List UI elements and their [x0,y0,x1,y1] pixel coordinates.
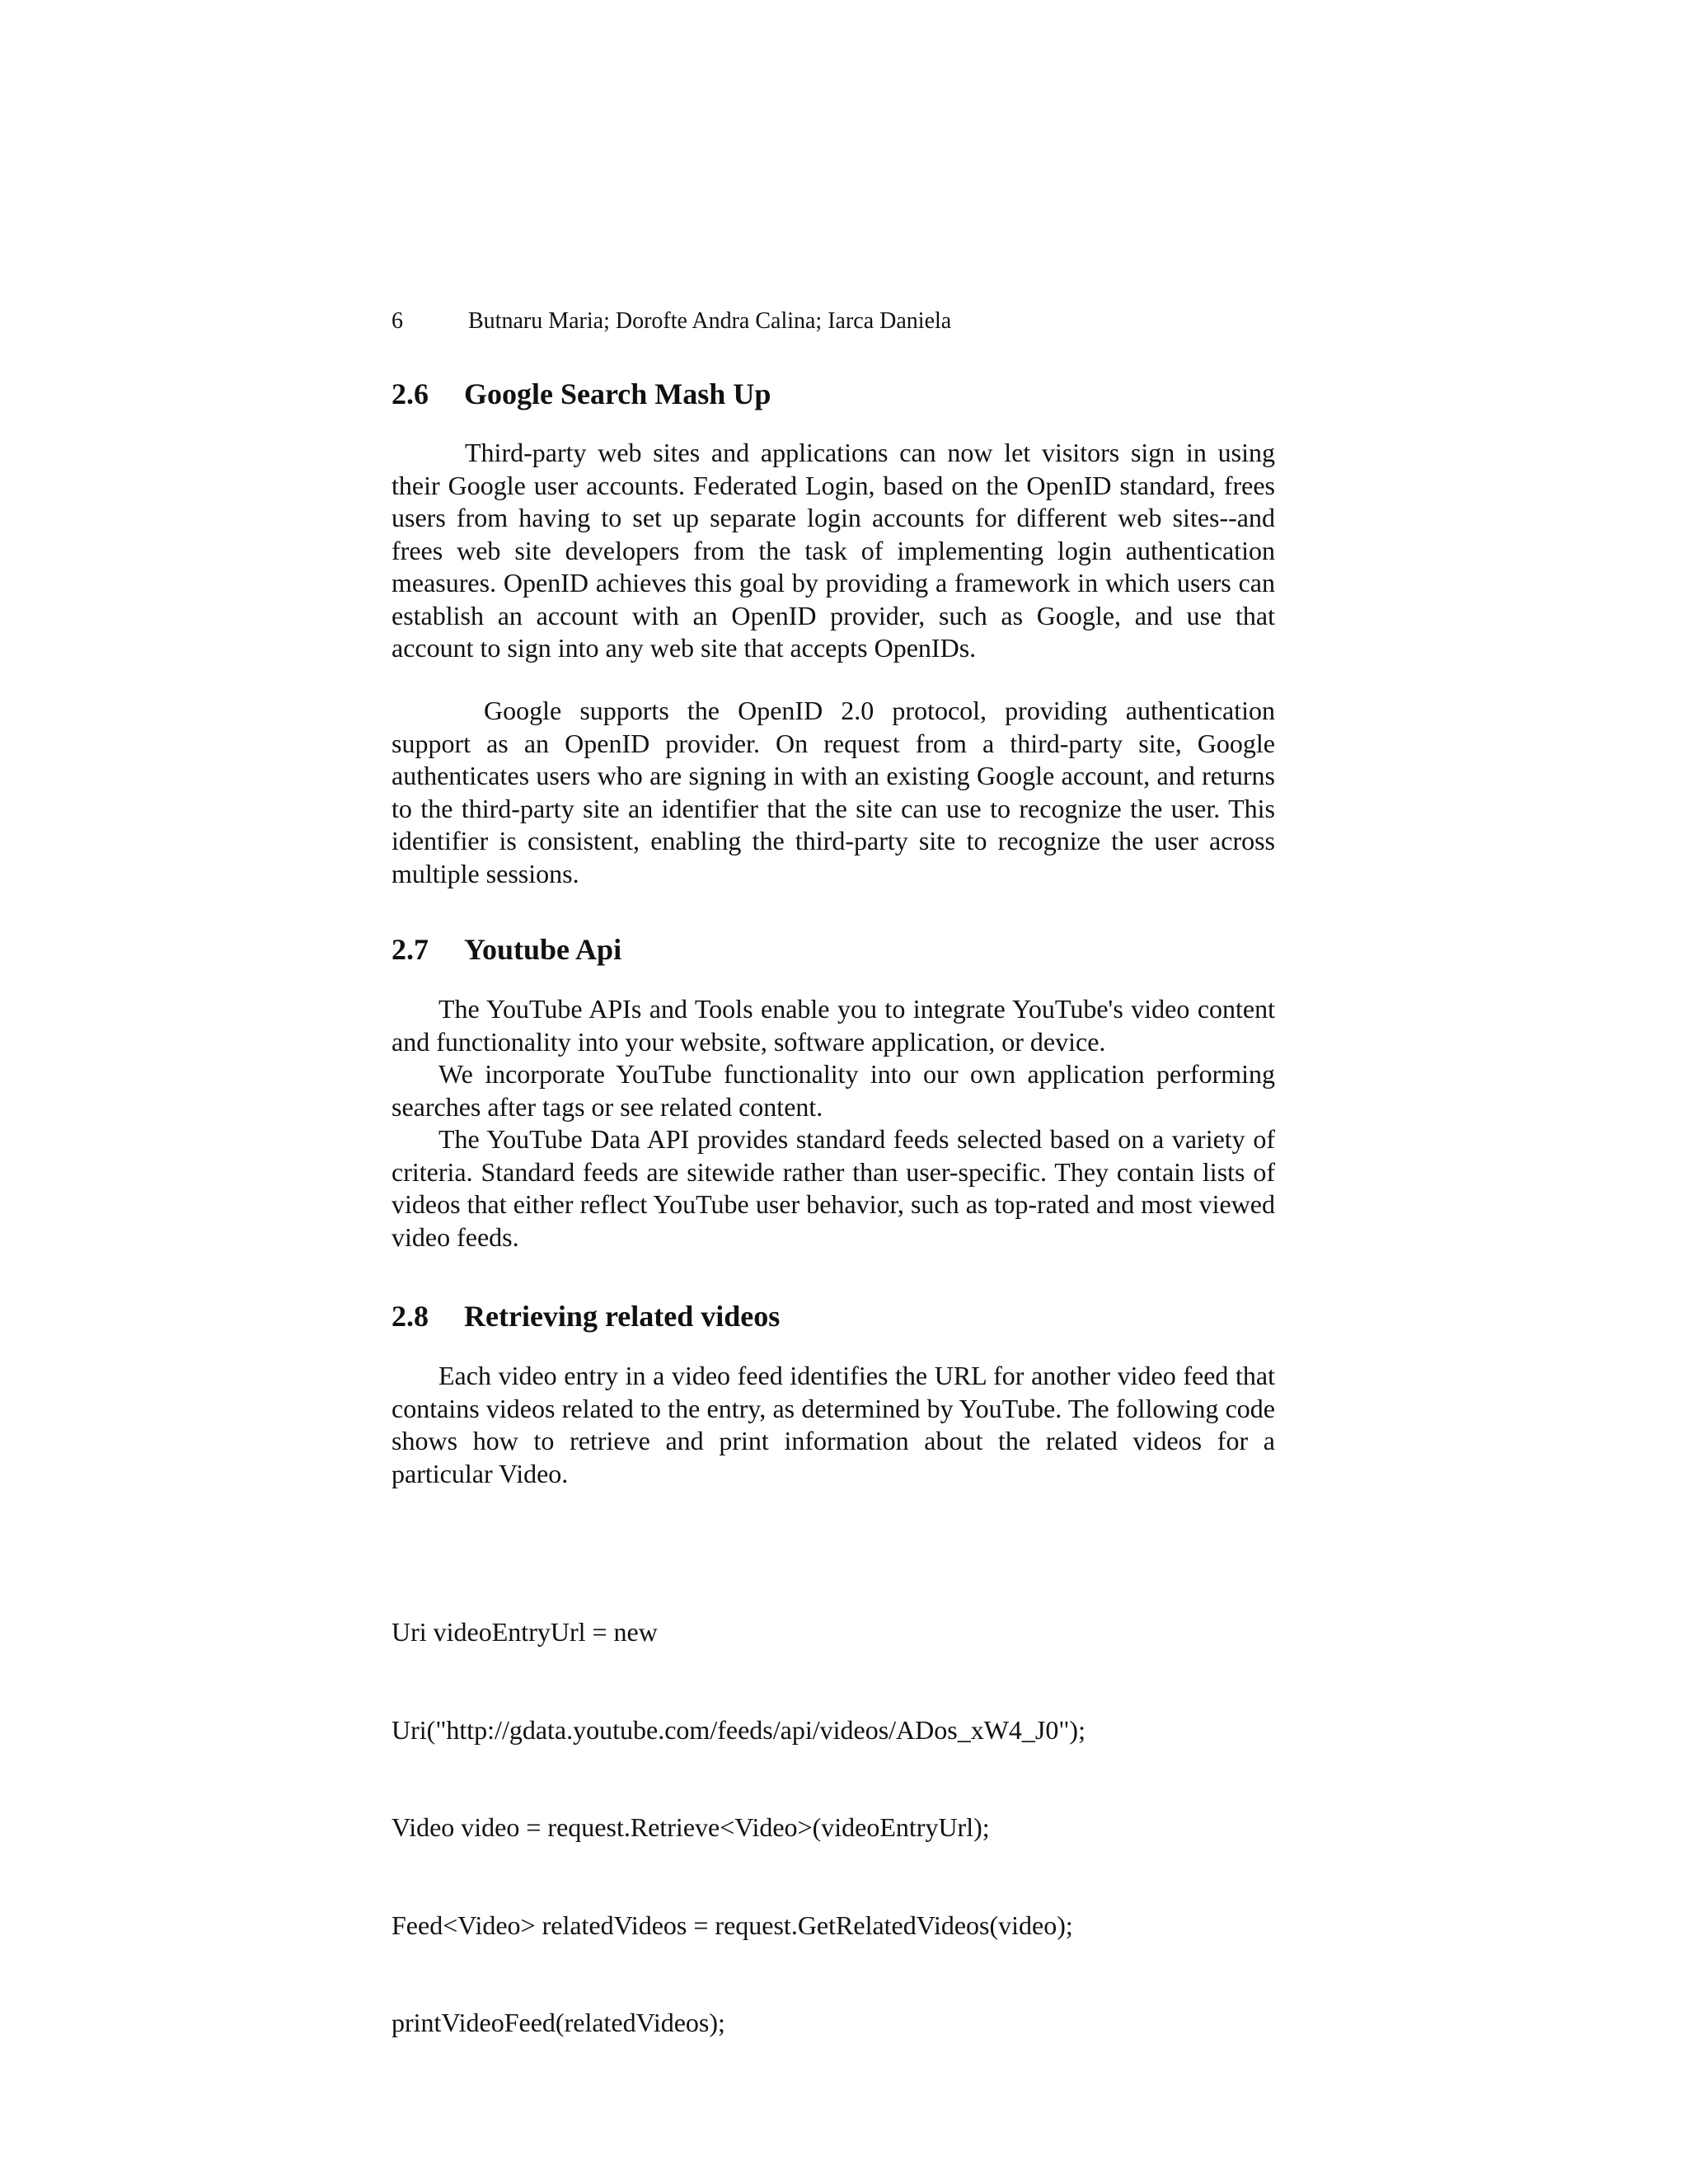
paragraph-related-videos: Each video entry in a video feed identifies the URL for another video feed that contains videos related to the entry, as determined by YouTube. The following code shows how to retrieve and print information about the related videos for a particular Video. [392,1361,1275,1488]
code-line: printVideoFeed(relatedVideos); [392,2008,725,2037]
section-title: Google Search Mash Up [464,377,771,410]
paragraph-openid-google: Google supports the OpenID 2.0 protocol, providing authentication support as an OpenID provider. On request from a third-party site, Google authenticates users who are signing in with an existing Google account, and returns to the third-party site an identifier that the site can use to recognize the user. This identifier is consistent, enabling the third-party site to recognize the user across multiple sessions. [392,696,1275,888]
code-line: Video video = request.Retrieve<Video>(videoEntryUrl); [392,1812,990,1842]
code-listing [392,1551,1381,2105]
paragraph-youtube-incorporate: We incorporate YouTube functionality into our own application performing searches after tags or see related content. [392,1059,1275,1122]
page-number: 6 [392,308,403,334]
header-authors: Butnaru Maria; Dorofte Andra Calina; Iarca Daniela [468,308,952,334]
paragraph-openid-intro: Third-party web sites and applications can now let visitors sign in using their Google user accounts. Federated Login, based on the OpenID standard, frees users from having to set up separate login accounts for different web sites--and frees web site developers from the task of implementing login authentication measures. OpenID achieves this goal by providing a framework in which users can establish an account with an OpenID provider, such as Google, and use that account to sign into any web site that accepts OpenIDs. [392,438,1275,663]
section-title: Youtube Api [464,933,622,966]
paragraph-youtube-apis: The YouTube APIs and Tools enable you to integrate YouTube's video content and functionality into your website, software application, or device. [392,994,1275,1057]
code-line: Uri("http://gdata.youtube.com/feeds/api/videos/ADos_xW4_J0"); [392,1714,1085,1745]
section-number: 2.8 [392,1300,429,1333]
section-heading-2-6 [392,376,771,412]
section-title: Retrieving related videos [464,1300,781,1333]
section-heading-2-8 [392,1298,780,1334]
section-number: 2.6 [392,377,429,410]
code-line: Uri videoEntryUrl = new [392,1617,658,1647]
section-number: 2.7 [392,933,429,966]
code-line: Feed<Video> relatedVideos = request.GetRelatedVideos(video); [392,1910,1073,1940]
paragraph-youtube-feeds: The YouTube Data API provides standard feeds selected based on a variety of criteria. Standard feeds are sitewide rather than user-specific. They contain lists of videos that either reflect YouTube user behavior, such as top-rated and most viewed video feeds. [392,1124,1275,1252]
section-heading-2-7 [392,931,621,968]
